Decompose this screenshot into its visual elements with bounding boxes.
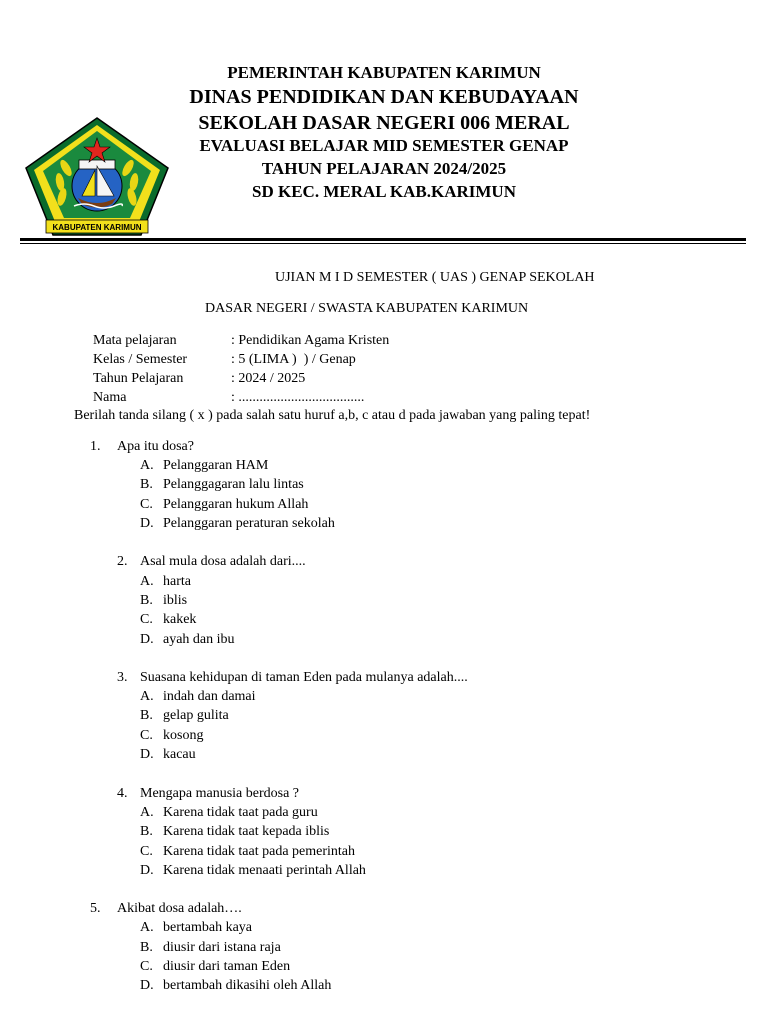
option-letter: D. xyxy=(140,516,154,531)
option-text: Pelanggagaran lalu lintas xyxy=(163,477,304,492)
option-text: Pelanggaran HAM xyxy=(163,458,269,473)
question-number: 5. xyxy=(90,901,101,916)
option-text: bertambah dikasihi oleh Allah xyxy=(163,978,332,993)
header-line-3: SEKOLAH DASAR NEGERI 006 MERAL xyxy=(198,112,570,134)
option-text: Karena tidak menaati perintah Allah xyxy=(163,863,366,878)
option-text: bertambah kaya xyxy=(163,920,253,935)
option-text: indah dan damai xyxy=(163,689,256,704)
option-letter: D. xyxy=(140,747,154,762)
option-letter: D. xyxy=(140,863,154,878)
option-letter: A. xyxy=(140,689,154,704)
header-divider-thin xyxy=(20,243,746,244)
option-text: gelap gulita xyxy=(163,708,229,723)
option-letter: C. xyxy=(140,728,153,743)
exam-title-line-1: UJIAN M I D SEMESTER ( UAS ) GENAP SEKOLAH xyxy=(275,270,595,285)
option-letter: B. xyxy=(140,593,153,608)
info-label-class: Kelas / Semester xyxy=(93,352,188,367)
option-letter: B. xyxy=(140,940,153,955)
option-letter: A. xyxy=(140,805,154,820)
option-letter: A. xyxy=(140,458,154,473)
question-number: 1. xyxy=(90,439,101,454)
option-letter: D. xyxy=(140,632,154,647)
info-label-subject: Mata pelajaran xyxy=(93,333,177,348)
header-line-2: DINAS PENDIDIKAN DAN KEBUDAYAAN xyxy=(189,86,579,108)
exam-title-line-2: DASAR NEGERI / SWASTA KABUPATEN KARIMUN xyxy=(205,301,529,316)
option-text: Pelanggaran peraturan sekolah xyxy=(163,516,335,531)
option-letter: C. xyxy=(140,844,153,859)
option-letter: C. xyxy=(140,959,153,974)
question-text: Asal mula dosa adalah dari.... xyxy=(140,554,306,569)
question-text: Mengapa manusia berdosa ? xyxy=(140,786,299,801)
option-text: Karena tidak taat pada pemerintah xyxy=(163,844,356,859)
option-text: kacau xyxy=(163,747,196,762)
header-line-6: SD KEC. MERAL KAB.KARIMUN xyxy=(252,182,516,201)
info-value-name: : .................................... xyxy=(231,390,365,405)
option-letter: C. xyxy=(140,612,153,627)
header-line-5: TAHUN PELAJARAN 2024/2025 xyxy=(261,159,507,178)
question-text: Suasana kehidupan di taman Eden pada mulanya adalah.... xyxy=(140,670,468,685)
question-text: Apa itu dosa? xyxy=(117,439,194,454)
option-letter: A. xyxy=(140,920,154,935)
option-letter: B. xyxy=(140,477,153,492)
option-letter: D. xyxy=(140,978,154,993)
option-letter: A. xyxy=(140,574,154,589)
option-text: iblis xyxy=(163,593,188,608)
option-text: diusir dari istana raja xyxy=(163,940,281,955)
question-text: Akibat dosa adalah…. xyxy=(117,901,242,916)
question-number: 3. xyxy=(117,670,128,685)
kabupaten-karimun-logo xyxy=(22,116,172,238)
option-text: ayah dan ibu xyxy=(163,632,235,647)
option-letter: B. xyxy=(140,708,153,723)
info-label-year: Tahun Pelajaran xyxy=(93,371,184,386)
option-text: kosong xyxy=(163,728,204,743)
option-text: harta xyxy=(163,574,191,589)
option-text: Karena tidak taat kepada iblis xyxy=(163,824,330,839)
info-label-name: Nama xyxy=(93,390,127,405)
option-text: Karena tidak taat pada guru xyxy=(163,805,318,820)
instruction-text: Berilah tanda silang ( x ) pada salah satu huruf a,b, c atau d pada jawaban yang paling tepat! xyxy=(74,408,591,423)
header-line-4: EVALUASI BELAJAR MID SEMESTER GENAP xyxy=(199,136,569,155)
option-letter: C. xyxy=(140,497,153,512)
option-letter: B. xyxy=(140,824,153,839)
logo-caption: KABUPATEN KARIMUN xyxy=(52,223,142,232)
option-text: diusir dari taman Eden xyxy=(163,959,291,974)
question-number: 4. xyxy=(117,786,128,801)
info-value-class: : 5 (LIMA ) ) / Genap xyxy=(231,352,356,367)
option-text: Pelanggaran hukum Allah xyxy=(163,497,309,512)
info-value-year: : 2024 / 2025 xyxy=(231,371,306,386)
header-line-1: PEMERINTAH KABUPATEN KARIMUN xyxy=(227,63,541,82)
option-text: kakek xyxy=(163,612,197,627)
question-number: 2. xyxy=(117,554,128,569)
info-value-subject: : Pendidikan Agama Kristen xyxy=(231,333,390,348)
header-divider-thick xyxy=(20,238,746,241)
